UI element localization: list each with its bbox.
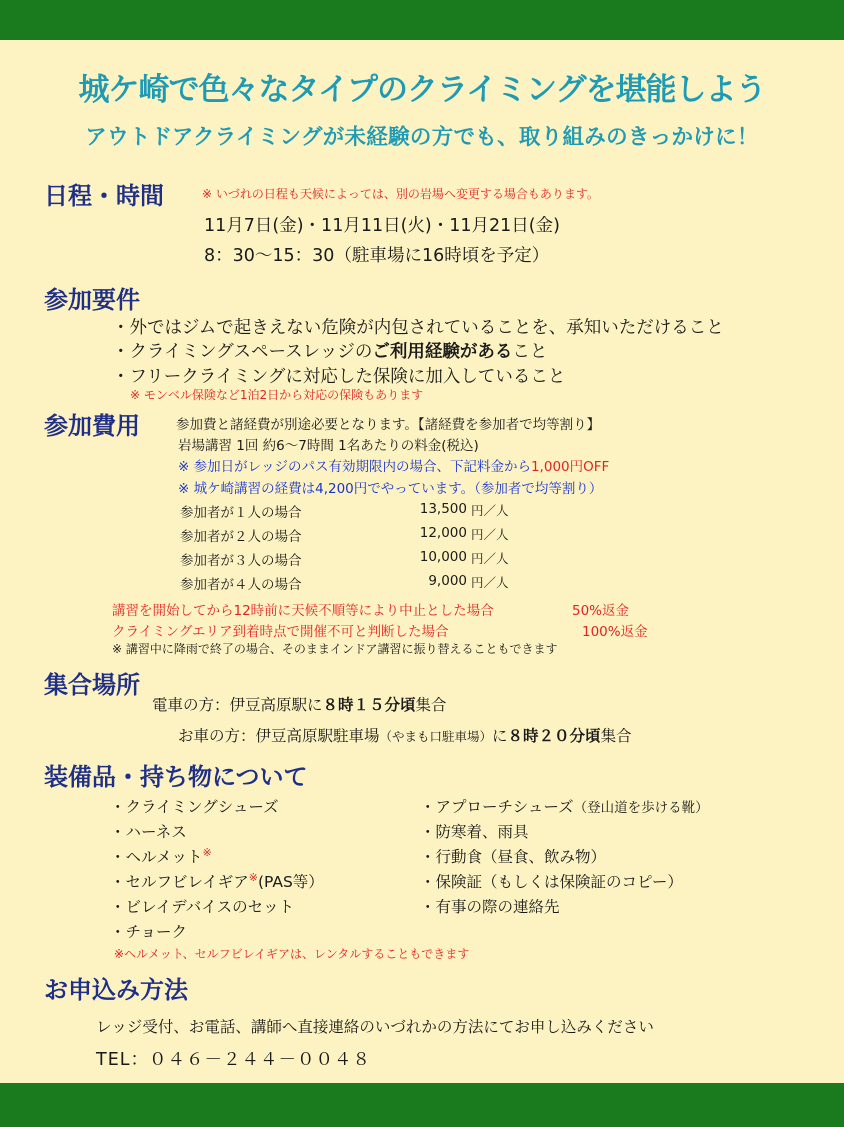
- schedule-time: 8：30～15：30（駐車場に16時頃を予定）: [204, 246, 550, 266]
- meeting-car: お車の方：伊豆高原駅駐車場（やまも口駐車場）に８時２０分頃集合: [178, 727, 632, 745]
- apply-heading: お申込み方法: [44, 976, 188, 1004]
- requirements-heading: 参加要件: [44, 286, 140, 314]
- equipment-heading: 装備品・持ち物について: [44, 763, 308, 791]
- refund-policy-1: 講習を開始してから12時前に天候不順等により中止とした場合 50%返金: [112, 603, 630, 619]
- list-item: ・有事の際の連絡先: [420, 898, 560, 916]
- equipment-left-list: [110, 795, 324, 945]
- requirement-item-3: ・フリークライミングに対応した保険に加入していること: [112, 367, 566, 387]
- list-item: ・ヘルメット※: [110, 845, 212, 866]
- requirement-item-1: ・外ではジムで起きえない危険が内包されていることを、承知いただけること: [112, 318, 724, 338]
- schedule-dates: 11月7日(金)・11月11日(火)・11月21日(金): [204, 216, 560, 236]
- list-item: ・ハーネス: [110, 823, 187, 841]
- bottom-band: [0, 1083, 844, 1127]
- page-title: 城ケ崎で色々なタイプのクライミングを堪能しよう: [78, 72, 766, 108]
- requirement-insurance-note: ※ モンベル保険など1泊2日から対応の保険もあります: [130, 388, 424, 402]
- meeting-train: 電車の方：伊豆高原駅に８時１５分頃集合: [152, 696, 447, 714]
- fee-row: 参加者が４人の場合 9,000 円／人: [180, 573, 509, 593]
- refund-policy-2: クライミングエリア到着時点で開催不可と判断した場合 100%返金: [112, 624, 648, 640]
- list-item: ・チョーク: [110, 923, 188, 941]
- discount-amount: 1,000円OFF: [530, 459, 610, 475]
- list-item: ・防寒着、雨具: [420, 823, 529, 841]
- fee-row: 参加者が３人の場合 10,000 円／人: [180, 549, 509, 569]
- list-item: ・セルフビレイギア※(PAS等）: [110, 870, 324, 891]
- meeting-heading: 集合場所: [44, 671, 140, 699]
- list-item: ・アプローチシューズ（登山道を歩ける靴）: [420, 798, 709, 816]
- rain-note: ※ 講習中に降雨で終了の場合、そのままインドア講習に振り替えることもできます: [112, 642, 558, 656]
- equipment-right-list: [420, 795, 709, 920]
- fees-line-1: 参加費と諸経費が別途必要となります。【諸経費を参加者で均等割り】: [176, 417, 601, 433]
- fee-row: 参加者が２人の場合 12,000 円／人: [180, 525, 509, 545]
- fee-row: 参加者が１人の場合 13,500 円／人: [180, 501, 509, 521]
- requirement-emphasis: ご利用経験がある: [372, 342, 513, 362]
- requirement-item-2: ・クライミングスペースレッジのご利用経験があること: [112, 342, 548, 362]
- apply-tel: TEL：０４６－２４４－００４８: [96, 1050, 371, 1070]
- apply-text: レッジ受付、お電話、講師へ直接連絡のいづれかの方法にてお申し込みください: [96, 1018, 654, 1036]
- fees-line-3: ※ 参加日がレッジのパス有効期限内の場合、下記料金から1,000円OFF: [178, 459, 610, 475]
- list-item: ・行動食（昼食、飲み物）: [420, 848, 607, 866]
- schedule-heading: 日程・時間: [44, 182, 164, 210]
- top-band: [0, 0, 844, 40]
- list-item: ・保険証（もしくは保険証のコピー）: [420, 873, 683, 891]
- list-item: ・クライミングシューズ: [110, 798, 279, 816]
- list-item: ・ビレイデバイスのセット: [110, 898, 295, 916]
- fees-heading: 参加費用: [44, 412, 140, 440]
- page-subtitle: アウトドアクライミングが未経験の方でも、取り組みのきっかけに！: [85, 125, 759, 150]
- rental-note: ※ヘルメット、セルフビレイギアは、レンタルすることもできます: [114, 947, 470, 961]
- fee-table: [180, 501, 509, 597]
- schedule-note: ※ いづれの日程も天候によっては、別の岩場へ変更する場合もあります。: [202, 187, 599, 201]
- fees-line-4: ※ 城ケ崎講習の経費は4,200円でやっています。（参加者で均等割り）: [178, 481, 603, 497]
- fees-line-2: 岩場講習 1回 約6～7時間 1名あたりの料金(税込): [178, 438, 479, 454]
